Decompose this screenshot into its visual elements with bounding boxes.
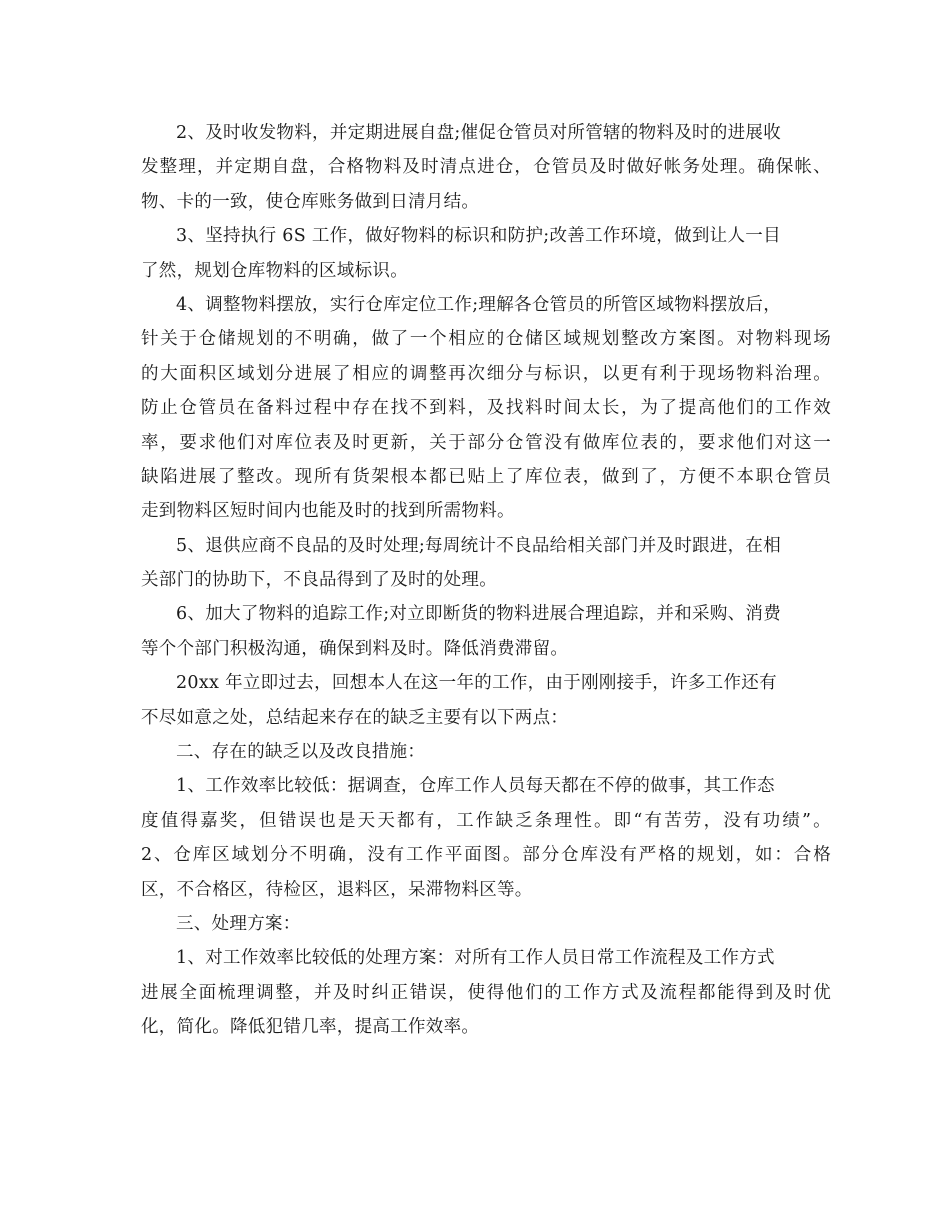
paragraph-line: 等个个部门积极沟通，确保到料及时。降低消费滞留。 xyxy=(141,638,569,659)
paragraph-line: 物、卡的一致，使仓库账务做到日清月结。 xyxy=(141,191,480,212)
paragraph-line: 1、工作效率比较低：据调查，仓库工作人员每天都在不停的做事，其工作态 xyxy=(176,776,775,797)
paragraph-line: 化，简化。降低犯错几率，提高工作效率。 xyxy=(141,1017,480,1038)
paragraph-line: 3、坚持执行 6S 工作，做好物料的标识和防护;改善工作环境，做到让人一目 xyxy=(176,226,781,247)
paragraph-line: 4、调整物料摆放，实行仓库定位工作;理解各仓管员的所管区域物料摆放后， xyxy=(176,294,782,315)
paragraph-line: 度值得嘉奖，但错误也是天天都有，工作缺乏条理性。即“有苦劳，没有功绩”。 xyxy=(141,810,831,831)
paragraph-line: 了然，规划仓库物料的区域标识。 xyxy=(141,260,408,281)
paragraph-line: 进展全面梳理调整，并及时纠正错误，使得他们的工作方式及流程都能得到及时优 xyxy=(141,982,831,1003)
paragraph-line: 率，要求他们对库位表及时更新，关于部分仓管没有做库位表的，要求他们对这一 xyxy=(141,432,831,453)
paragraph-line: 针关于仓储规划的不明确，做了一个相应的仓储区域规划整改方案图。对物料现场 xyxy=(141,329,831,350)
paragraph-line: 缺陷进展了整改。现所有货架根本都已贴上了库位表，做到了，方便不本职仓管员 xyxy=(141,466,831,487)
paragraph-line: 的大面积区域划分进展了相应的调整再次细分与标识，以更有利于现场物料治理。 xyxy=(141,363,831,384)
paragraph-line: 发整理，并定期自盘，合格物料及时清点进仓，仓管员及时做好帐务处理。确保帐、 xyxy=(141,157,831,178)
paragraph-line: 区，不合格区，待检区，退料区，呆滞物料区等。 xyxy=(141,879,533,900)
paragraph-line: 5、退供应商不良品的及时处理;每周统计不良品给相关部门并及时跟进，在相 xyxy=(176,535,782,556)
paragraph-line: 6、加大了物料的追踪工作;对立即断货的物料进展合理追踪，并和采购、消费 xyxy=(176,604,782,625)
paragraph-line: 2、及时收发物料，并定期进展自盘;催促仓管员对所管辖的物料及时的进展收 xyxy=(176,123,782,143)
paragraph-line: 不尽如意之处，总结起来存在的缺乏主要有以下两点： xyxy=(141,707,569,728)
section-heading: 三、处理方案： xyxy=(176,913,301,934)
paragraph-line: 2、仓库区域划分不明确，没有工作平面图。部分仓库没有严格的规划，如：合格 xyxy=(141,845,831,866)
paragraph-line: 20xx 年立即过去，回想本人在这一年的工作，由于刚刚接手，许多工作还有 xyxy=(176,673,777,694)
section-heading: 二、存在的缺乏以及改良措施： xyxy=(176,742,426,763)
paragraph-line: 走到物料区短时间内也能及时的找到所需物料。 xyxy=(141,501,515,522)
paragraph-line: 关部门的协助下，不良品得到了及时的处理。 xyxy=(141,570,497,591)
paragraph-line: 1、对工作效率比较低的处理方案：对所有工作人员日常工作流程及工作方式 xyxy=(176,948,775,969)
paragraph-line: 防止仓管员在备料过程中存在找不到料，及找料时间太长，为了提高他们的工作效 xyxy=(141,398,831,419)
document-body xyxy=(141,116,831,1045)
